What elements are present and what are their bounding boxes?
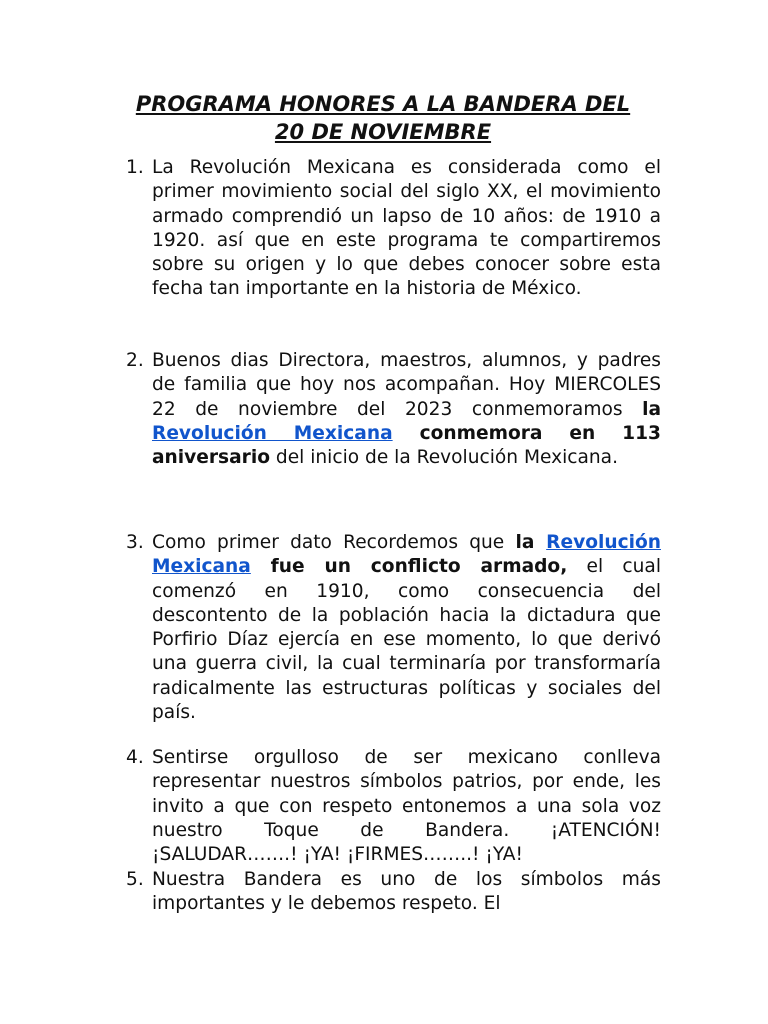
list-item-text: Sentirse orgulloso de ser mexicano conlleva representar nuestros símbolos patrios, por ende, les invito a que con respeto entonemos a una sola voz nuestro Toque de Bandera. ¡ATENCIÓN! ¡SALUDAR…….! ¡YA! ¡FIRMES……..! ¡YA! [152,747,661,866]
list-item-text: La Revolución Mexicana es considerada como el primer movimiento social del siglo XX, el movimiento armado comprendió un lapso de 10 años: de 1910 a 1920. así que en este programa te compartiremos sobre su origen y lo que debes conocer sobre esta fecha tan importante en la historia de México. [152,157,661,300]
revolucion-mexicana-link[interactable]: Revolución Mexicana [152,532,661,578]
title-line-2: 20 DE NOVIEMBRE [274,120,492,144]
list-number: 5. [126,869,144,890]
page-title [100,90,666,146]
list-item-text [152,349,661,470]
list-item-text: Nuestra Bandera es uno de los símbolos más importantes y le debemos respeto. El [152,869,661,915]
list-number: 1. [126,157,144,178]
list-number: 4. [126,747,144,768]
list-item-text [152,531,661,725]
item-bold-prefix: la [642,398,661,420]
title-line-1: PROGRAMA HONORES A LA BANDERA DEL [135,92,631,116]
item-text-start: Buenos dias Directora, maestros, alumnos, y padres de familia que hoy nos acompañan. Hoy MIERCOLES 22 de noviembre del 2023 conmemoramos [152,350,661,420]
item-bold-text: conmemora en 113 aniversario [152,422,661,469]
item-text-end: del inicio de la Revolución Mexicana. [270,447,618,469]
list-number: 3. [126,532,144,553]
item-bold-text: fue un conflicto armado, [250,556,568,578]
list-number: 2. [126,350,144,371]
item-bold-prefix: la [515,532,547,553]
item-text-start: Como primer dato Recordemos que [152,532,516,553]
item-text-end: el cual comenzó en 1910, como consecuencia del descontento de la población hacia la dictadura que Porfirio Díaz ejercía en ese momento, lo que derivó una guerra civil, la cual terminaría por transformaría radicalmente las estructuras políticas y sociales del país. [152,556,661,724]
revolucion-mexicana-link[interactable]: Revolución Mexicana [152,422,393,444]
